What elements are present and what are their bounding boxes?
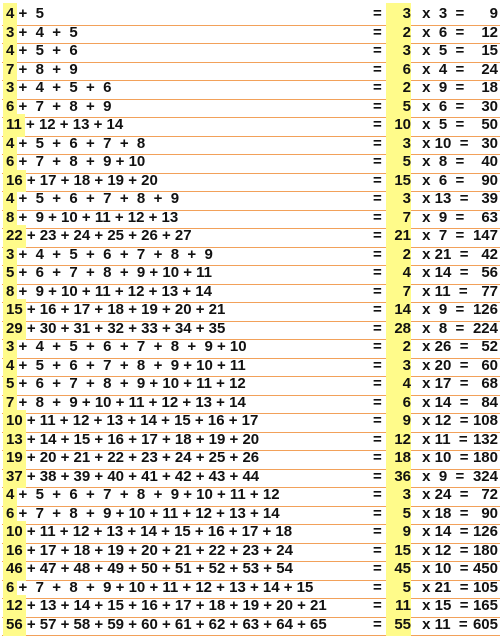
equals-sign: = [373, 190, 382, 207]
sum-sequence [6, 117, 123, 133]
multiplication-expression: x 15 = [418, 597, 469, 614]
first-term: 10 [6, 412, 23, 429]
multiplication-expression: x 11 = [418, 430, 468, 448]
multiplier-value: 9 [402, 523, 411, 540]
multiplication-expression: x 10 = [418, 449, 469, 466]
sum-sequence [6, 321, 225, 337]
remaining-terms: + 8 + 9 + 10 + 11 + 12 + 13 + 14 [14, 393, 246, 411]
first-term: 8 [6, 208, 15, 226]
multiplication-expression: x 14 = [418, 264, 469, 281]
multiplication-expression: x 21 = [418, 245, 469, 263]
first-term: 4 [6, 134, 15, 152]
first-term: 4 [6, 190, 15, 207]
first-term: 16 [6, 171, 23, 189]
equals-sign: = [373, 153, 382, 170]
multiplier-value: 7 [402, 282, 411, 300]
multiplier-value: 14 [394, 301, 411, 318]
sum-sequence [6, 561, 293, 577]
result-value: 224 [472, 319, 498, 337]
multiplier-value: 6 [402, 60, 411, 78]
multiplication-expression: x 10 = [418, 134, 469, 152]
equals-sign: = [373, 227, 382, 244]
result-value: 126 [472, 523, 498, 540]
sum-sequence [6, 339, 247, 355]
result-value: 132 [472, 430, 498, 448]
equals-sign: = [373, 504, 382, 522]
result-value: 105 [472, 578, 498, 596]
remaining-terms: + 5 + 6 + 7 + 8 + 9 + 10 + 11 [14, 356, 246, 374]
multiplication-expression: x 12 = [418, 541, 469, 559]
multiplication-expression: x 13 = [418, 190, 469, 207]
first-term: 46 [6, 560, 23, 577]
remaining-terms: + 12 + 13 + 14 [21, 116, 124, 133]
equals-sign: = [373, 430, 382, 448]
remaining-terms: + 9 + 10 + 11 + 12 + 13 + 14 [14, 282, 213, 300]
sum-sequence [6, 580, 313, 596]
remaining-terms: + 6 + 7 + 8 + 9 + 10 + 11 [14, 264, 212, 281]
multiplier-value: 5 [402, 153, 411, 170]
equals-sign: = [373, 615, 382, 633]
equals-sign: = [373, 412, 382, 429]
multiplication-expression: x 9 = [418, 467, 465, 485]
multiplication-expression: x 11 = [418, 615, 468, 633]
first-term: 7 [6, 393, 15, 411]
multiplier-value: 5 [402, 578, 411, 596]
equals-sign: = [373, 338, 382, 355]
multiplier-value: 21 [394, 227, 411, 244]
multiplier-value: 12 [394, 430, 411, 448]
result-value: 90 [481, 171, 498, 189]
multiplication-expression: x 8 = [418, 153, 465, 170]
equals-sign: = [373, 282, 382, 300]
result-value: 63 [481, 208, 498, 226]
remaining-terms: + 7 + 8 + 9 + 10 + 11 + 12 + 13 + 14 + 15 [14, 578, 314, 596]
equals-sign: = [373, 578, 382, 596]
equals-sign: = [373, 319, 382, 337]
result-value: 84 [481, 393, 498, 411]
multiplier-value: 3 [402, 190, 411, 207]
first-term: 4 [6, 42, 15, 59]
remaining-terms: + 47 + 48 + 49 + 50 + 51 + 52 + 53 + 54 [22, 560, 293, 577]
equals-sign: = [373, 301, 382, 318]
remaining-terms: + 17 + 18 + 19 + 20 [22, 171, 158, 189]
result-value: 126 [472, 301, 498, 318]
remaining-terms: + 11 + 12 + 13 + 14 + 15 + 16 + 17 [22, 412, 259, 429]
equals-sign: = [373, 245, 382, 263]
multiplier-value: 2 [402, 23, 411, 41]
multiplier-value: 4 [402, 264, 411, 281]
sum-sequence [6, 302, 225, 318]
equals-sign: = [373, 23, 382, 41]
first-term: 5 [6, 264, 15, 281]
first-term: 10 [6, 523, 23, 540]
sum-sequence [6, 136, 145, 152]
multiplier-value: 6 [402, 393, 411, 411]
sum-sequence [6, 543, 293, 559]
equals-sign: = [373, 560, 382, 577]
equals-sign: = [373, 5, 382, 22]
first-term: 15 [6, 301, 23, 318]
result-value: 450 [472, 560, 498, 577]
sum-sequence [6, 432, 259, 448]
sum-sequence [6, 376, 246, 392]
remaining-terms: + 5 [14, 5, 44, 22]
first-term: 5 [6, 375, 15, 392]
result-value: 180 [472, 541, 498, 559]
multiplier-value: 5 [402, 97, 411, 115]
multiplier-value: 3 [402, 356, 411, 374]
multiplication-expression: x 3 = [418, 5, 465, 22]
sum-sequence [6, 191, 179, 207]
sum-sequence [6, 210, 178, 226]
first-term: 6 [6, 578, 15, 596]
result-value: 18 [481, 79, 498, 96]
multiplier-value: 36 [394, 467, 411, 485]
result-value: 60 [481, 356, 498, 374]
first-term: 11 [6, 116, 22, 133]
result-value: 147 [472, 227, 498, 244]
sum-sequence [6, 80, 112, 96]
multiplication-expression: x 9 = [418, 79, 465, 96]
multiplier-value: 55 [394, 615, 411, 633]
multiplier-value: 28 [394, 319, 411, 337]
result-value: 72 [481, 486, 498, 503]
multiplication-expression: x 26 = [418, 338, 469, 355]
remaining-terms: + 4 + 5 + 6 + 7 + 8 + 9 [14, 245, 213, 263]
multiplication-expression: x 12 = [418, 412, 469, 429]
result-value: 180 [472, 449, 498, 466]
multiplication-expression: x 6 = [418, 171, 465, 189]
sum-sequence [6, 617, 327, 633]
remaining-terms: + 5 + 6 + 7 + 8 + 9 [14, 190, 180, 207]
multiplication-expression: x 5 = [418, 42, 465, 59]
first-term: 4 [6, 356, 15, 374]
sum-sequence [6, 6, 44, 22]
result-value: 9 [489, 5, 498, 22]
equals-sign: = [373, 42, 382, 59]
multiplication-expression: x 10 = [418, 560, 469, 577]
multiplier-value: 18 [394, 449, 411, 466]
equals-sign: = [373, 449, 382, 466]
multiplication-expression: x 18 = [418, 504, 469, 522]
equals-sign: = [373, 97, 382, 115]
arithmetic-sheet [0, 3, 502, 633]
multiplication-expression: x 9 = [418, 208, 465, 226]
multiplier-value: 11 [395, 597, 411, 614]
equals-sign: = [373, 264, 382, 281]
remaining-terms: + 5 + 6 + 7 + 8 + 9 + 10 + 11 + 12 [14, 486, 280, 503]
result-value: 15 [481, 42, 498, 59]
equals-sign: = [373, 486, 382, 503]
sum-sequence [6, 265, 212, 281]
multiplication-expression: x 8 = [418, 319, 465, 337]
first-term: 12 [6, 597, 23, 614]
result-value: 12 [481, 23, 498, 41]
multiplier-value: 7 [402, 208, 411, 226]
result-value: 24 [481, 60, 498, 78]
first-term: 6 [6, 153, 15, 170]
result-value: 165 [472, 597, 498, 614]
remaining-terms: + 14 + 15 + 16 + 17 + 18 + 19 + 20 [22, 430, 260, 448]
sum-sequence [6, 284, 212, 300]
equals-sign: = [373, 467, 382, 485]
remaining-terms: + 6 + 7 + 8 + 9 + 10 + 11 + 12 [14, 375, 246, 392]
equals-sign: = [373, 116, 382, 133]
equation-row [0, 614, 502, 636]
result-value: 324 [472, 467, 498, 485]
sum-sequence [6, 99, 112, 115]
multiplier-value: 15 [394, 171, 411, 189]
sum-sequence [6, 247, 213, 263]
remaining-terms: + 5 + 6 [14, 42, 78, 59]
first-term: 16 [6, 541, 23, 559]
equals-sign: = [373, 79, 382, 96]
multiplier-value: 10 [394, 116, 411, 133]
equals-sign: = [373, 523, 382, 540]
first-term: 3 [6, 245, 15, 263]
remaining-terms: + 5 + 6 + 7 + 8 [14, 134, 146, 152]
result-value: 40 [481, 153, 498, 170]
multiplier-value: 4 [402, 375, 411, 392]
result-value: 42 [481, 245, 498, 263]
remaining-terms: + 7 + 8 + 9 + 10 + 11 + 12 + 13 + 14 [14, 504, 280, 522]
sum-sequence [6, 173, 158, 189]
multiplier-value: 9 [402, 412, 411, 429]
remaining-terms: + 7 + 8 + 9 [14, 97, 112, 115]
sum-sequence [6, 524, 292, 540]
first-term: 22 [6, 227, 23, 244]
remaining-terms: + 4 + 5 + 6 + 7 + 8 + 9 + 10 [14, 338, 247, 355]
multiplier-value: 45 [394, 560, 411, 577]
result-value: 77 [481, 282, 498, 300]
first-term: 29 [6, 319, 23, 337]
sum-sequence [6, 358, 246, 374]
sum-sequence [6, 154, 145, 170]
first-term: 3 [6, 79, 15, 96]
multiplier-value: 3 [402, 5, 411, 22]
multiplier-value: 2 [402, 245, 411, 263]
sum-sequence [6, 413, 258, 429]
first-term: 8 [6, 282, 15, 300]
equals-sign: = [373, 356, 382, 374]
remaining-terms: + 4 + 5 + 6 [14, 79, 112, 96]
remaining-terms: + 9 + 10 + 11 + 12 + 13 [14, 208, 179, 226]
result-value: 56 [481, 264, 498, 281]
sum-sequence [6, 228, 192, 244]
multiplier-value: 2 [402, 79, 411, 96]
multiplication-expression: x 21 = [418, 578, 469, 596]
multiplication-expression: x 5 = [418, 116, 465, 133]
equals-sign: = [373, 541, 382, 559]
equals-sign: = [373, 597, 382, 614]
equals-sign: = [373, 393, 382, 411]
equals-sign: = [373, 208, 382, 226]
multiplication-expression: x 14 = [418, 393, 469, 411]
result-value: 30 [481, 97, 498, 115]
multiplication-expression: x 9 = [418, 301, 465, 318]
multiplication-expression: x 11 = [418, 282, 468, 300]
first-term: 6 [6, 97, 15, 115]
sum-sequence [6, 450, 259, 466]
multiplier-value: 2 [402, 338, 411, 355]
first-term: 4 [6, 5, 15, 22]
multiplication-expression: x 14 = [418, 523, 469, 540]
result-value: 39 [481, 190, 498, 207]
sum-sequence [6, 43, 78, 59]
first-term: 37 [6, 467, 23, 485]
multiplication-expression: x 6 = [418, 23, 465, 41]
equals-sign: = [373, 375, 382, 392]
remaining-terms: + 7 + 8 + 9 + 10 [14, 153, 146, 170]
remaining-terms: + 11 + 12 + 13 + 14 + 15 + 16 + 17 + 18 [22, 523, 293, 540]
remaining-terms: + 38 + 39 + 40 + 41 + 42 + 43 + 44 [22, 467, 260, 485]
sum-sequence [6, 395, 246, 411]
remaining-terms: + 4 + 5 [14, 23, 78, 41]
remaining-terms: + 8 + 9 [14, 60, 78, 78]
result-value: 605 [472, 615, 498, 633]
first-term: 6 [6, 504, 15, 522]
equals-sign: = [373, 60, 382, 78]
result-value: 68 [481, 375, 498, 392]
first-term: 3 [6, 338, 15, 355]
sum-sequence [6, 62, 78, 78]
remaining-terms: + 20 + 21 + 22 + 23 + 24 + 25 + 26 [22, 449, 260, 466]
multiplication-expression: x 24 = [418, 486, 469, 503]
multiplication-expression: x 20 = [418, 356, 469, 374]
multiplier-value: 3 [402, 134, 411, 152]
multiplier-value: 15 [394, 541, 411, 559]
first-term: 13 [6, 430, 23, 448]
result-value: 50 [481, 116, 498, 133]
result-value: 90 [481, 504, 498, 522]
sum-sequence [6, 469, 259, 485]
remaining-terms: + 13 + 14 + 15 + 16 + 17 + 18 + 19 + 20 + 21 [22, 597, 327, 614]
result-value: 108 [472, 412, 498, 429]
equals-sign: = [373, 134, 382, 152]
remaining-terms: + 17 + 18 + 19 + 20 + 21 + 22 + 23 + 24 [22, 541, 293, 559]
remaining-terms: + 57 + 58 + 59 + 60 + 61 + 62 + 63 + 64 + 65 [22, 615, 327, 633]
sum-sequence [6, 506, 280, 522]
first-term: 7 [6, 60, 15, 78]
sum-sequence [6, 598, 327, 614]
multiplier-value: 5 [402, 504, 411, 522]
first-term: 19 [6, 449, 23, 466]
multiplication-expression: x 4 = [418, 60, 465, 78]
equals-sign: = [373, 171, 382, 189]
multiplication-expression: x 6 = [418, 97, 465, 115]
remaining-terms: + 30 + 31 + 32 + 33 + 34 + 35 [22, 319, 226, 337]
multiplication-expression: x 17 = [418, 375, 469, 392]
multiplier-value: 3 [402, 42, 411, 59]
result-value: 30 [481, 134, 498, 152]
remaining-terms: + 16 + 17 + 18 + 19 + 20 + 21 [22, 301, 226, 318]
multiplier-value: 3 [402, 486, 411, 503]
result-value: 52 [481, 338, 498, 355]
first-term: 3 [6, 23, 15, 41]
remaining-terms: + 23 + 24 + 25 + 26 + 27 [22, 227, 192, 244]
sum-sequence [6, 487, 280, 503]
first-term: 4 [6, 486, 15, 503]
sum-sequence [6, 25, 78, 41]
multiplication-expression: x 7 = [418, 227, 465, 244]
first-term: 56 [6, 615, 23, 633]
